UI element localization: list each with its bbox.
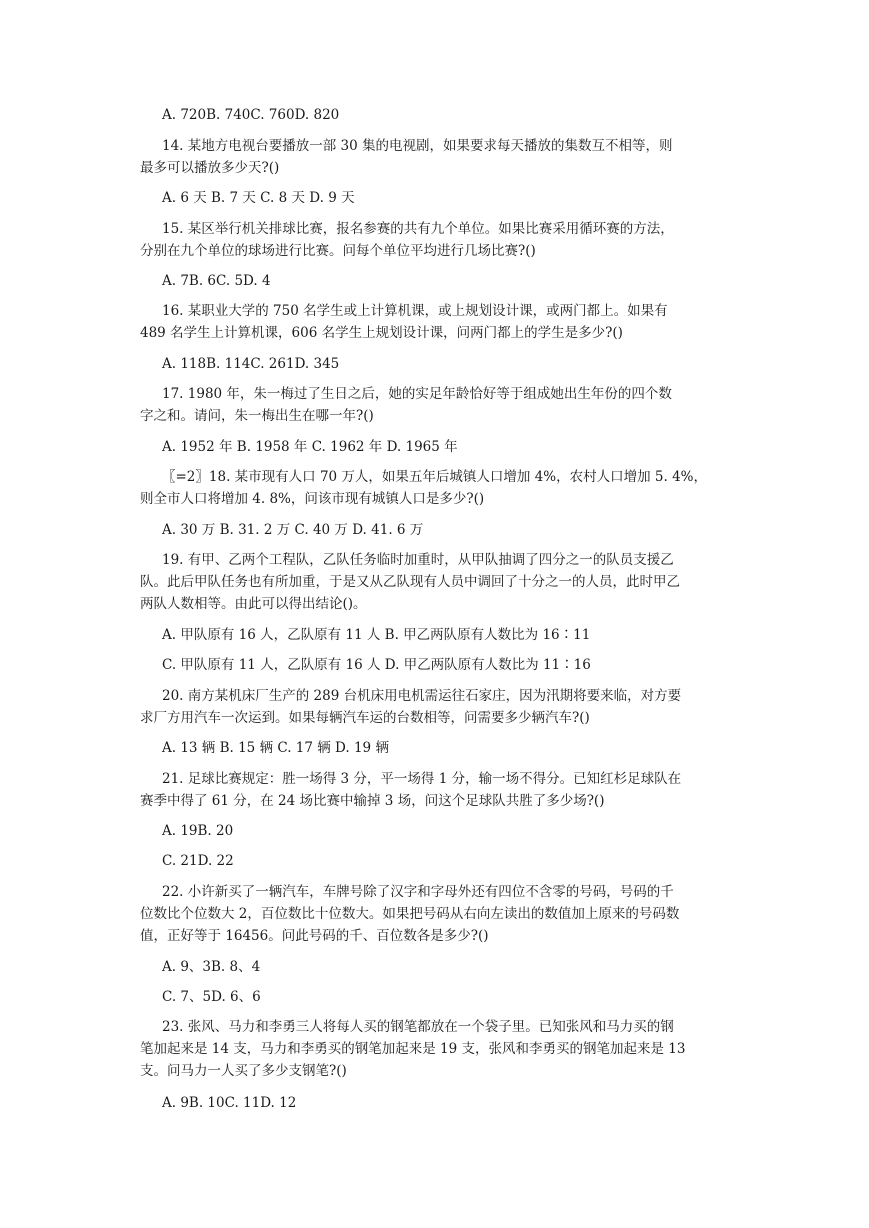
question-14-line: 14. 某地方电视台要播放一部 30 集的电视剧，如果要求每天播放的集数互不相等，则 bbox=[162, 138, 673, 154]
question-20-cont: 求厂方用汽车一次运到。如果每辆汽车运的台数相等，问需要多少辆汽车?() bbox=[140, 710, 590, 726]
question-17-line: 17. 1980 年，朱一梅过了生日之后，她的实足年龄恰好等于组成她出生年份的四个数 bbox=[162, 386, 672, 402]
question-21-options-cd: C. 21D. 22 bbox=[162, 853, 234, 869]
question-19-line: 19. 有甲、乙两个工程队，乙队任务临时加重时，从甲队抽调了四分之一的队员支援乙 bbox=[162, 552, 674, 568]
question-15-options: A. 7B. 6C. 5D. 4 bbox=[162, 273, 271, 289]
question-22-options-cd: C. 7、5D. 6、6 bbox=[162, 989, 261, 1005]
question-14-options: A. 6 天 B. 7 天 C. 8 天 D. 9 天 bbox=[162, 190, 355, 206]
question-16-options: A. 118B. 114C. 261D. 345 bbox=[162, 356, 340, 372]
question-17-cont: 字之和。请问，朱一梅出生在哪一年?() bbox=[140, 408, 374, 424]
question-14-cont: 最多可以播放多少天?() bbox=[140, 160, 280, 176]
question-23-cont-2: 支。问马力一人买了多少支钢笔?() bbox=[140, 1063, 347, 1079]
question-19-cont: 队。此后甲队任务也有所加重，于是又从乙队现有人员中调回了十分之一的人员，此时甲乙 bbox=[140, 574, 680, 590]
question-21-cont: 赛季中得了 61 分，在 24 场比赛中输掉 3 场，问这个足球队共胜了多少场?() bbox=[140, 793, 605, 809]
question-22-cont-2: 值，正好等于 16456。问此号码的千、百位数各是多少?() bbox=[140, 928, 489, 944]
question-23-cont: 笔加起来是 14 支，马力和李勇买的钢笔加起来是 19 支，张风和李勇买的钢笔加起来是 13 bbox=[140, 1041, 686, 1057]
question-22-cont: 位数比个位数大 2，百位数比十位数大。如果把号码从右向左读出的数值加上原来的号码数 bbox=[140, 906, 680, 922]
question-20-line: 20. 南方某机床厂生产的 289 台机床用电机需运往石家庄，因为汛期将要来临，对方要 bbox=[162, 688, 682, 704]
question-17-options: A. 1952 年 B. 1958 年 C. 1962 年 D. 1965 年 bbox=[162, 439, 458, 455]
question-15-line: 15. 某区举行机关排球比赛，报名参赛的共有九个单位。如果比赛采用循环赛的方法， bbox=[162, 221, 674, 237]
question-23-line: 23. 张风、马力和李勇三人将每人买的钢笔都放在一个袋子里。已知张风和马力买的钢 bbox=[162, 1019, 674, 1035]
question-18-line: 〖=2〗18. 某市现有人口 70 万人，如果五年后城镇人口增加 4%，农村人口增加 5. 4%， bbox=[162, 469, 708, 485]
question-15-cont: 分别在九个单位的球场进行比赛。问每个单位平均进行几场比赛?() bbox=[140, 243, 536, 259]
question-18-cont: 则全市人口将增加 4. 8%，问该市现有城镇人口是多少?() bbox=[140, 491, 485, 507]
options-line: A. 720B. 740C. 760D. 820 bbox=[162, 107, 340, 123]
question-19-options-cd: C. 甲队原有 11 人，乙队原有 16 人 D. 甲乙两队原有人数比为 11∶16 bbox=[162, 657, 591, 673]
question-22-line: 22. 小许新买了一辆汽车，车牌号除了汉字和字母外还有四位不含零的号码，号码的千 bbox=[162, 884, 674, 900]
question-19-options-ab: A. 甲队原有 16 人，乙队原有 11 人 B. 甲乙两队原有人数比为 16∶11 bbox=[162, 627, 591, 643]
question-19-cont-2: 两队人数相等。由此可以得出结论()。 bbox=[140, 596, 367, 612]
question-21-options-ab: A. 19B. 20 bbox=[162, 823, 234, 839]
question-16-cont: 489 名学生上计算机课，606 名学生上规划设计课，问两门都上的学生是多少?() bbox=[140, 325, 623, 341]
question-22-options-ab: A. 9、3B. 8、4 bbox=[162, 959, 261, 975]
question-21-line: 21. 足球比赛规定：胜一场得 3 分，平一场得 1 分，输一场不得分。已知红杉足球队在 bbox=[162, 771, 682, 787]
question-16-line: 16. 某职业大学的 750 名学生或上计算机课，或上规划设计课，或两门都上。如果有 bbox=[162, 303, 668, 319]
question-18-options: A. 30 万 B. 31. 2 万 C. 40 万 D. 41. 6 万 bbox=[162, 522, 424, 538]
question-20-options: A. 13 辆 B. 15 辆 C. 17 辆 D. 19 辆 bbox=[162, 740, 389, 756]
question-23-options: A. 9B. 10C. 11D. 12 bbox=[162, 1095, 297, 1111]
